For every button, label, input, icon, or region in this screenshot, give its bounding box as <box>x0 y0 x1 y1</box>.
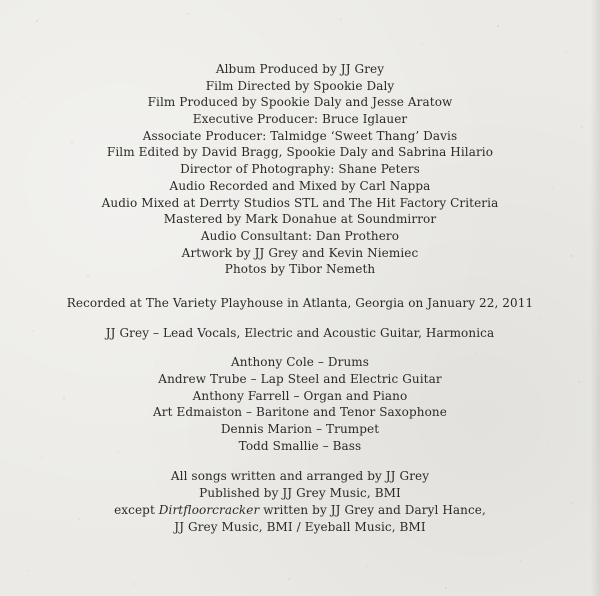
band-member: Dennis Marion – Trumpet <box>220 422 380 437</box>
band-member: Anthony Farrell – Organ and Piano <box>192 388 408 403</box>
credit-line: Film Edited by David Bragg, Spookie Daly and Sabrina Hilario <box>106 145 494 160</box>
credit-line: Executive Producer: Bruce Iglauer <box>192 112 408 127</box>
exception-prefix: except <box>114 502 159 517</box>
recording-note: Recorded at The Variety Playhouse in Atlanta, Georgia on January 22, 2011 <box>66 295 534 310</box>
credit-line: Audio Consultant: Dan Prothero <box>200 228 400 243</box>
credit-line: Artwork by JJ Grey and Kevin Niemiec <box>181 245 419 260</box>
band-member: Art Edmaiston – Baritone and Tenor Saxophone <box>153 405 447 420</box>
credit-line: Film Produced by Spookie Daly and Jesse Aratow <box>147 95 453 110</box>
credit-line: Associate Producer: Talmidge ‘Sweet Thang’ Davis <box>142 128 458 143</box>
publishing-line: All songs written and arranged by JJ Grey <box>170 469 430 484</box>
publishing-line: JJ Grey Music, BMI / Eyeball Music, BMI <box>174 519 426 534</box>
credit-line: Director of Photography: Shane Peters <box>180 162 420 177</box>
exception-suffix: written by JJ Grey and Daryl Hance, <box>259 502 486 517</box>
band-member: Todd Smallie – Bass <box>238 438 362 453</box>
lead-credit: JJ Grey – Lead Vocals, Electric and Acoustic Guitar, Harmonica <box>105 325 495 340</box>
credits-block <box>0 61 600 535</box>
band-member: Anthony Cole – Drums <box>230 355 370 370</box>
credit-line: Album Produced by JJ Grey <box>215 62 385 76</box>
publishing-line: Published by JJ Grey Music, BMI <box>199 486 401 501</box>
band-member: Andrew Trube – Lap Steel and Electric Guitar <box>158 372 442 386</box>
publishing-exception <box>0 502 600 519</box>
credit-line: Film Directed by Spookie Daly <box>205 78 395 93</box>
credit-line: Mastered by Mark Donahue at Soundmirror <box>163 212 437 227</box>
credit-line: Audio Recorded and Mixed by Carl Nappa <box>169 178 431 193</box>
song-title: Dirtfloorcracker <box>158 502 260 517</box>
credit-line: Photos by Tibor Nemeth <box>224 262 376 277</box>
credit-line: Audio Mixed at Derrty Studios STL and The Hit Factory Criteria <box>101 195 499 210</box>
